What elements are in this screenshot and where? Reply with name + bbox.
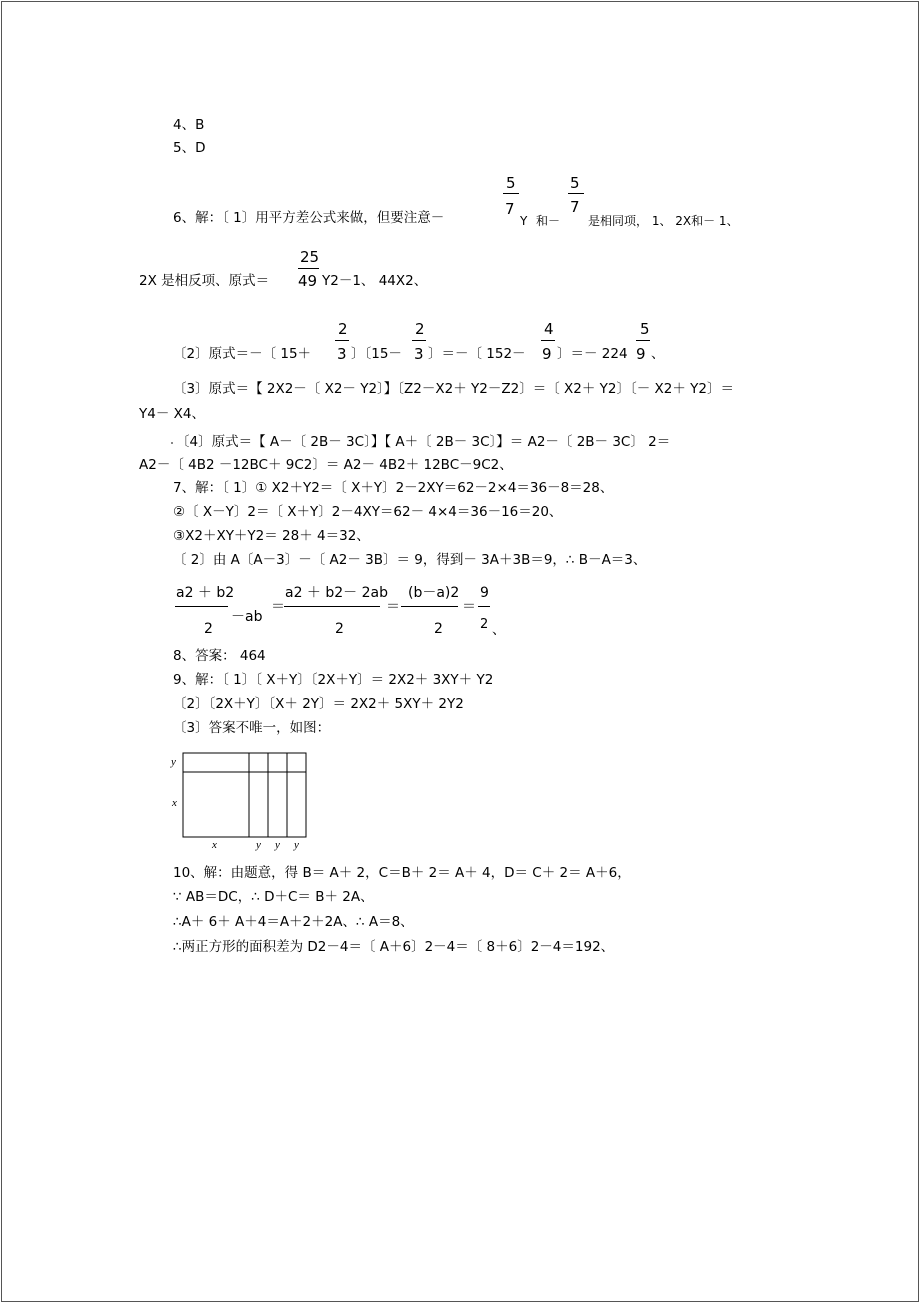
q7-tail: 、 [492,622,506,638]
fraction-numerator: 25 [300,248,320,266]
q6-1-rest: 是相同项， 1、 2X和－ 1、 [588,214,739,228]
formula-bar [284,606,380,607]
formula-eq: ＝ [386,599,400,615]
fraction-numerator: 4 [544,320,554,338]
fraction-denominator: 7 [505,200,515,218]
q6-2-part-d: 〕＝－ 224 [557,346,628,362]
q6-2-part-b: 〕〔15－ [351,346,402,362]
label-x-bottom: x [212,839,217,851]
fraction-numerator: 2 [338,320,348,338]
stray-dot [171,442,173,444]
label-y-bottom: y [275,839,280,851]
formula-bar [478,606,490,607]
formula-den-c: 2 [434,621,443,637]
q6-2-part-c: 〕＝－〔 152－ [428,346,526,362]
fraction-bar [541,340,555,341]
fraction-numerator: 5 [640,320,650,338]
formula-den-b: 2 [335,621,344,637]
formula-num-d: 9 [480,585,489,601]
q6-2-part-e: 、 [651,346,665,362]
q7-line4: 〔 2〕由 A〔A－3〕－〔 A2－ 3B〕＝ 9，得到－ 3A＋3B＝9，∴ B－A＝3、 [173,552,647,568]
formula-eq: ＝ [271,599,285,615]
fraction-denominator: 49 [298,272,318,290]
fraction-numerator: 5 [506,174,516,192]
var-y: Y [520,214,528,228]
formula-num-b: a2 ＋ b2－ 2ab [285,585,389,601]
fraction-bar [568,193,584,194]
q10-line3: ∴A＋ 6＋ A＋4＝A＋2＋2A、∴ A＝8、 [173,914,414,930]
q7-line2: ②〔 X－Y〕2＝〔 X＋Y〕2－4XY＝62－ 4×4＝36－16＝20、 [173,504,563,520]
fraction-bar [412,340,426,341]
answer-4: 4、B [173,117,205,133]
formula-num-c: (b－a)2 [408,585,460,601]
formula-num-a: a2 ＋ b2 [176,585,235,601]
answer-5: 5、D [173,140,206,156]
q6-1b-rest: Y2－1、 44X2、 [322,273,428,289]
q6-2-part-a: 〔2〕原式＝－〔 15＋ [173,346,312,362]
formula-bar [175,606,228,607]
q9-line1: 9、解：〔 1〕〔 X＋Y〕〔2X＋Y〕＝ 2X2＋ 3XY＋ Y2 [173,672,494,688]
label-y-bottom: y [294,839,299,851]
label-y-bottom: y [256,839,261,851]
formula-eq: ＝ [462,599,476,615]
page-frame [1,1,919,1302]
q6-1-text: 6、解：〔 1〕用平方差公式来做，但要注意－ [173,210,445,226]
fraction-bar [298,268,319,269]
fraction-denominator: 3 [414,345,424,363]
q6-3-line2: Y4－ X4、 [139,406,205,422]
q10-line2: ∵ AB＝DC，∴ D＋C＝ B＋ 2A、 [173,889,374,905]
fraction-denominator: 9 [636,345,646,363]
fraction-denominator: 3 [337,345,347,363]
label-x-left: x [172,797,177,809]
q10-line1: 10、解：由题意，得 B＝ A＋ 2，C＝B＋ 2＝ A＋ 4，D＝ C＋ 2＝ A＋6， [173,865,631,881]
fraction-bar [503,193,519,194]
q10-line4: ∴两正方形的面积差为 D2－4＝〔 A＋6〕2－4＝〔 8＋6〕2－4＝192、 [173,939,615,955]
q9-line2: 〔2〕〔2X＋Y〕〔X＋ 2Y〕＝ 2X2＋ 5XY＋ 2Y2 [173,696,464,712]
fraction-denominator: 9 [542,345,552,363]
q6-3-line1: 〔3〕原式＝【 2X2－〔 X2－ Y2〕】〔Z2－X2＋ Y2－Z2〕＝〔 X2＋ Y2〕〔－ X2＋ Y2〕＝ [173,381,734,397]
q7-line3: ③X2＋XY＋Y2＝ 28＋ 4＝32、 [173,528,370,544]
formula-bar [401,606,458,607]
fraction-bar [335,340,349,341]
fraction-numerator: 5 [570,174,580,192]
q8-line: 8、答案： 464 [173,648,266,664]
q6-4-line2: A2－〔 4B2 －12BC＋ 9C2〕＝ A2－ 4B2＋ 12BC－9C2、 [139,457,513,473]
outer-rectangle [183,753,306,837]
rectangle-diagram [168,748,318,852]
fraction-numerator: 2 [415,320,425,338]
label-y-left: y [171,756,176,768]
q6-4-line1: 〔4〕原式＝【 A－〔 2B－ 3C〕】【 A＋〔 2B－ 3C〕】＝ A2－〔 2B－ 3C〕 2＝ [176,434,671,450]
q9-line3: 〔3〕答案不唯一，如图： [173,720,331,736]
text-he: 和－ [536,214,561,228]
fraction-bar [636,340,650,341]
fraction-denominator: 7 [570,198,580,216]
formula-den-a: 2 [204,621,213,637]
q7-line1: 7、解：〔 1〕① X2＋Y2＝〔 X＋Y〕2－2XY＝62－2×4＝36－8＝28、 [173,480,614,496]
formula-den-d: 2 [480,617,489,632]
formula-minus-ab: －ab [231,609,263,625]
q6-1b-text: 2X 是相反项、原式＝ [139,273,270,289]
